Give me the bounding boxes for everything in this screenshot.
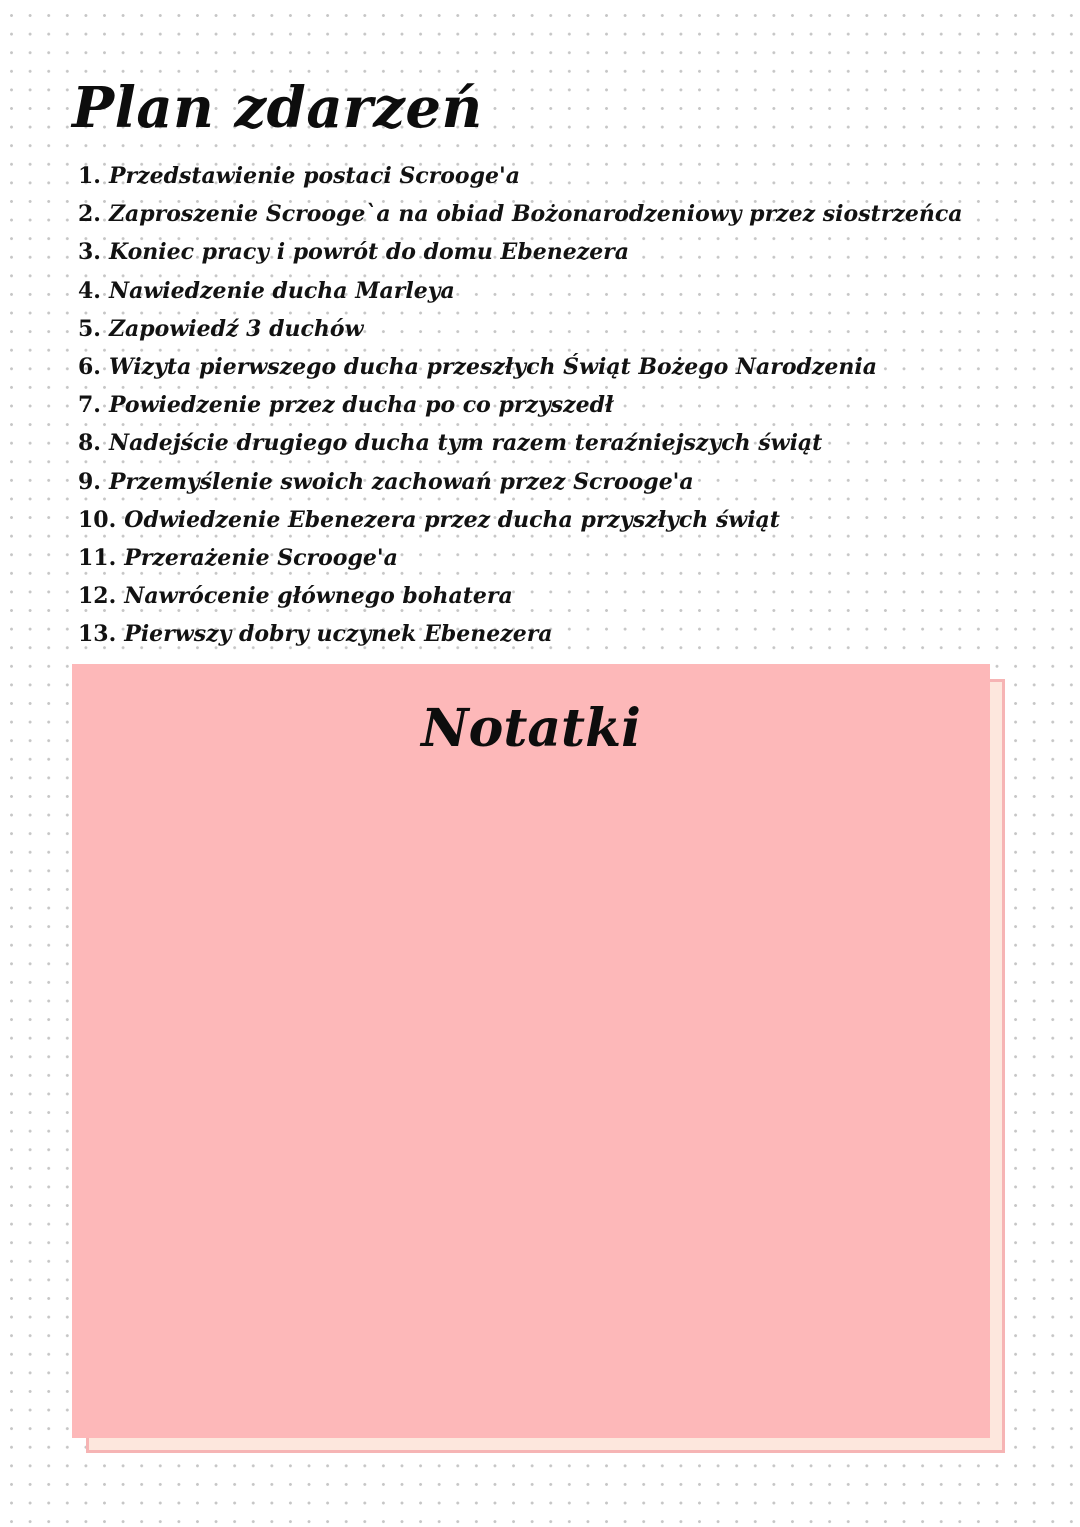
event-text: Przemyślenie swoich zachowań przez Scrooge'a	[108, 468, 694, 495]
event-number: 12.	[78, 583, 117, 610]
event-item-12	[78, 577, 963, 615]
event-number: 11.	[78, 544, 117, 571]
event-list	[78, 157, 963, 653]
event-text: Nawrócenie głównego bohatera	[124, 583, 513, 610]
event-number: 10.	[78, 506, 117, 533]
event-text: Przedstawienie postaci Scrooge'a	[108, 163, 520, 189]
event-text: Nadejście drugiego ducha tym razem teraźniejszych świąt	[108, 430, 823, 457]
page-title: Plan zdarzeń	[72, 75, 483, 141]
event-text: Wizyta pierwszego ducha przeszłych Świąt Bożego Narodzenia	[108, 353, 878, 380]
event-number: 9.	[78, 468, 101, 495]
event-text: Powiedzenie przez ducha po co przyszedł	[108, 392, 614, 419]
event-item-10	[78, 501, 963, 539]
event-item-8	[78, 424, 963, 462]
event-item-6	[78, 348, 963, 386]
event-text: Przerażenie Scrooge'a	[124, 544, 398, 571]
event-text: Odwiedzenie Ebenezera przez ducha przyszłych świąt	[124, 506, 780, 533]
event-item-1	[78, 157, 963, 195]
event-text: Pierwszy dobry uczynek Ebenezera	[124, 621, 553, 648]
event-item-2	[78, 195, 963, 233]
event-text: Zapowiedź 3 duchów	[108, 315, 364, 342]
event-item-13	[78, 615, 963, 653]
event-number: 8.	[78, 430, 101, 457]
event-number: 7.	[78, 392, 101, 419]
event-number: 5.	[78, 315, 101, 342]
event-text: Koniec pracy i powrót do domu Ebenezera	[108, 239, 630, 266]
event-number: 2.	[78, 201, 101, 228]
event-item-9	[78, 463, 963, 501]
event-text: Nawiedzenie ducha Marleya	[108, 277, 455, 304]
event-item-7	[78, 386, 963, 424]
notes-card	[72, 664, 990, 1438]
event-item-4	[78, 272, 963, 310]
event-item-11	[78, 539, 963, 577]
event-number: 6.	[78, 353, 101, 380]
event-number: 4.	[78, 277, 101, 304]
notes-title: Notatki	[421, 698, 641, 759]
event-number: 13.	[78, 621, 117, 648]
event-item-5	[78, 310, 963, 348]
event-number: 1.	[78, 163, 101, 189]
event-text: Zaproszenie Scrooge`a na obiad Bożonarodzeniowy przez siostrzeńca	[108, 201, 963, 228]
event-number: 3.	[78, 239, 101, 266]
event-item-3	[78, 233, 963, 271]
